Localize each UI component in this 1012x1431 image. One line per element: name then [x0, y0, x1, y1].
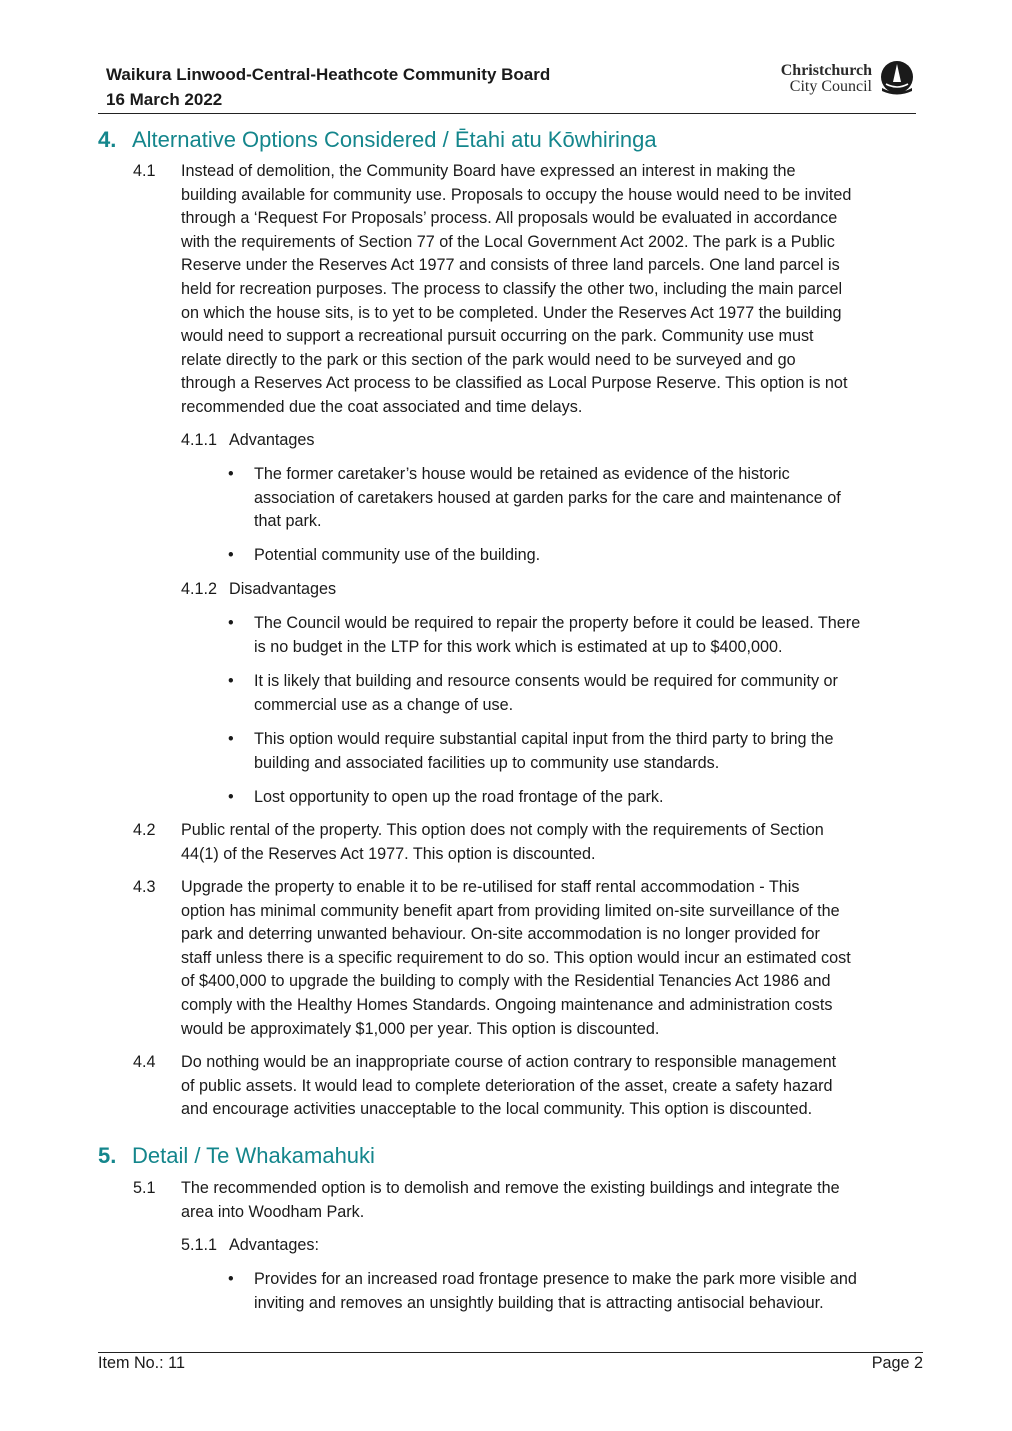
line: and encourage activities unacceptable to the local community. This option is discounted. — [181, 1100, 813, 1119]
line: would need to support a recreational pursuit occurring on the park. Community use must — [181, 327, 814, 346]
page-footer — [98, 1352, 923, 1379]
line: Do nothing would be an inappropriate course of action contrary to responsible management — [181, 1053, 837, 1071]
bullet-icon: • — [228, 672, 234, 690]
subheading-label: Disadvantages — [229, 580, 337, 598]
line: 44(1) of the Reserves Act 1977. This option is discounted. — [181, 844, 596, 863]
subheading-label: Advantages — [229, 431, 315, 449]
subheading-number: 4.1.2 — [181, 580, 218, 598]
line: commercial use as a change of use. — [254, 695, 514, 714]
line: Instead of demolition, the Community Board have expressed an interest in making the — [181, 162, 796, 180]
bullet-text — [254, 1268, 920, 1315]
line: Provides for an increased road frontage presence to make the park more visible and — [254, 1270, 857, 1288]
council-logo-text — [781, 62, 872, 95]
line: comply with the Healthy Homes Standards. Ongoing maintenance and administration costs — [181, 995, 833, 1014]
page-header — [98, 60, 916, 114]
paragraph-text — [181, 160, 921, 420]
line: recommended due the coat associated and time delays. — [181, 397, 583, 416]
bullet-text — [254, 544, 920, 568]
line: that park. — [254, 512, 322, 531]
header-board-info — [106, 62, 550, 112]
line: would be approximately $1,000 per year. This option is discounted. — [181, 1019, 660, 1038]
section-title: Alternative Options Considered / Ētahi atu Kōwhiringa — [132, 127, 657, 152]
line: This option would require substantial capital input from the third party to bring the — [254, 730, 834, 748]
logo-line-1: Christchurch — [780, 62, 872, 79]
board-name: Waikura Linwood-Central-Heathcote Community Board — [106, 65, 551, 84]
paragraph-text — [181, 876, 921, 1041]
logo-line-2: City Council — [789, 78, 872, 95]
line: area into Woodham Park. — [181, 1202, 365, 1221]
line: is no budget in the LTP for this work which is estimated at up to $400,000. — [254, 637, 783, 656]
bullet-icon: • — [228, 546, 234, 564]
subheading-number: 4.1.1 — [181, 431, 218, 449]
paragraph-number: 4.2 — [133, 821, 156, 839]
page-number: Page 2 — [871, 1354, 923, 1372]
line: through a Reserves Act process to be classified as Local Purpose Reserve. This option is not — [181, 374, 848, 393]
paragraph-number: 4.3 — [133, 878, 156, 896]
paragraph-text — [181, 1177, 921, 1224]
bullet-text — [254, 728, 920, 775]
line: on which the house sits, is to yet to be completed. Under the Reserves Act 1977 the building — [181, 303, 842, 322]
paragraph-number: 4.1 — [133, 162, 156, 180]
line: The former caretaker’s house would be retained as evidence of the historic — [254, 465, 790, 483]
bullet-text — [254, 670, 920, 717]
line: Public rental of the property. This option does not comply with the requirements of Section — [181, 821, 824, 839]
line: option has minimal community benefit apart from providing limited on-site surveillance of the — [181, 901, 840, 920]
section-title: Detail / Te Whakamahuki — [132, 1143, 375, 1168]
meeting-date: 16 March 2022 — [106, 90, 223, 109]
section-5-heading — [98, 1142, 375, 1170]
line: building available for community use. Proposals to occupy the house would need to be invited — [181, 185, 852, 204]
line: association of caretakers housed at garden parks for the care and maintenance of — [254, 488, 841, 507]
subheading-number: 5.1.1 — [181, 1236, 218, 1254]
bullet-text — [254, 612, 920, 659]
cathedral-logo-icon — [878, 60, 916, 98]
line: staff unless there is a specific requirement to do so. This option would incur an estimated cost — [181, 948, 851, 967]
paragraph-text — [181, 1051, 921, 1122]
bullet-text — [254, 463, 920, 534]
subheading-4-1-1 — [181, 429, 315, 453]
line: Potential community use of the building. — [254, 546, 541, 564]
line: of $400,000 to upgrade the building to comply with the Residential Tenancies Act 1986 and — [181, 972, 831, 991]
subheading-4-1-2 — [181, 578, 336, 602]
paragraph-text — [181, 819, 921, 866]
section-number: 5. — [98, 1143, 117, 1168]
line: Upgrade the property to enable it to be re-utilised for staff rental accommodation - This — [181, 878, 800, 896]
bullet-icon: • — [228, 1270, 234, 1288]
bullet-icon: • — [228, 614, 234, 632]
subheading-label: Advantages: — [229, 1236, 319, 1254]
line: Reserve under the Reserves Act 1977 and consists of three land parcels. One land parcel is — [181, 256, 840, 275]
line: Lost opportunity to open up the road frontage of the park. — [254, 788, 664, 806]
line: It is likely that building and resource consents would be required for community or — [254, 672, 838, 690]
line: The Council would be required to repair the property before it could be leased. There — [254, 614, 861, 632]
line: held for recreation purposes. The process to classify the other two, including the main parcel — [181, 279, 843, 298]
section-number: 4. — [98, 127, 117, 152]
line: inviting and removes an unsightly building that is attracting antisocial behaviour. — [254, 1293, 824, 1312]
item-number: Item No.: 11 — [98, 1354, 185, 1372]
line: building and associated facilities up to community use standards. — [254, 753, 720, 772]
line: relate directly to the park or this section of the park would need to be surveyed and go — [181, 350, 796, 369]
bullet-icon: • — [228, 730, 234, 748]
bullet-text — [254, 786, 920, 810]
bullet-icon: • — [228, 788, 234, 806]
section-4-heading — [98, 126, 657, 154]
paragraph-number: 5.1 — [133, 1179, 156, 1197]
line: park and deterring unwanted behaviour. On-site accommodation is no longer provided for — [181, 925, 820, 944]
line: of public assets. It would lead to complete deterioration of the asset, create a safety hazard — [181, 1076, 833, 1095]
line: The recommended option is to demolish and remove the existing buildings and integrate the — [181, 1179, 840, 1197]
line: through a ‘Request For Proposals’ process. All proposals would be evaluated in accordance — [181, 209, 838, 228]
subheading-5-1-1 — [181, 1234, 319, 1258]
bullet-icon: • — [228, 465, 234, 483]
paragraph-number: 4.4 — [133, 1053, 156, 1071]
line: with the requirements of Section 77 of the Local Government Act 2002. The park is a Public — [181, 232, 835, 251]
